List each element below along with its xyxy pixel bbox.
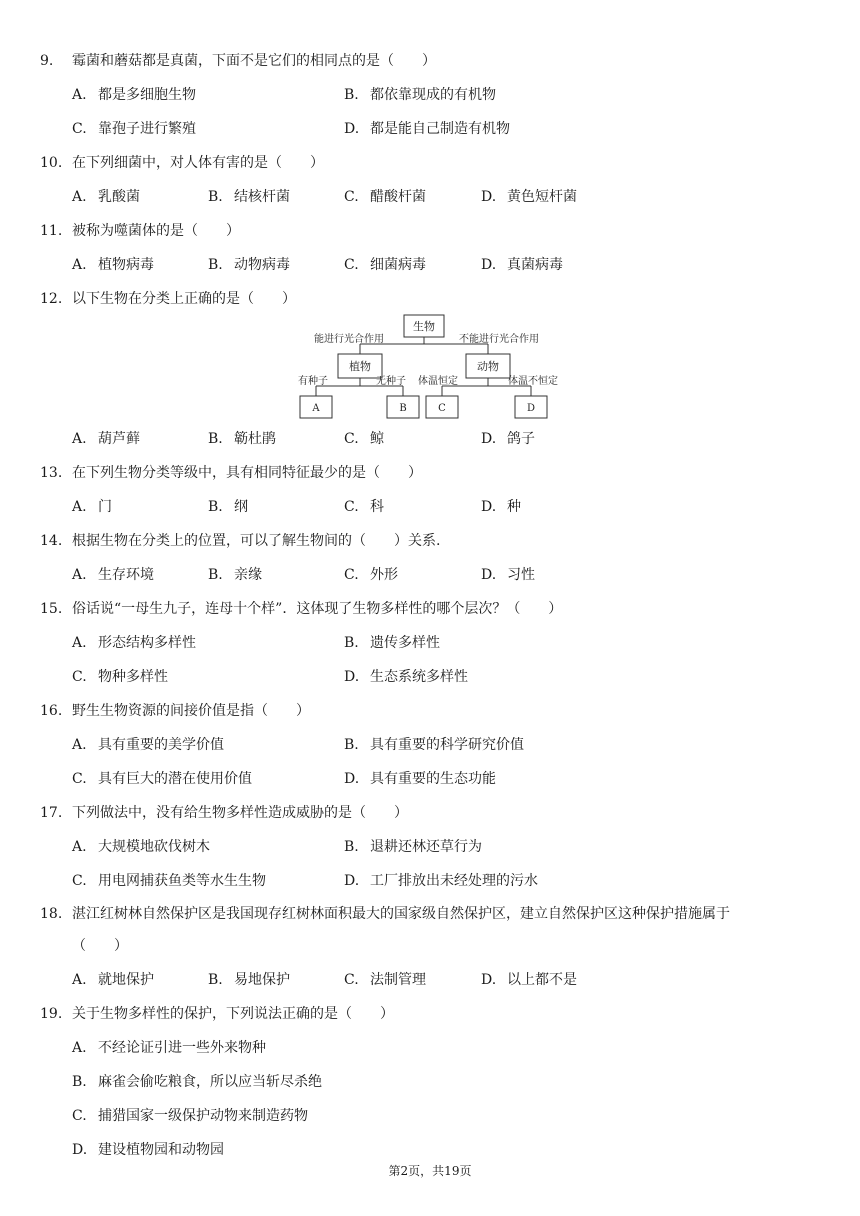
question-text: 被称为噬菌体的是（ ） — [72, 223, 240, 239]
question-number: 19. — [40, 1006, 63, 1022]
option-b: B. 纲 — [208, 499, 248, 515]
root-label: 生物 — [413, 320, 435, 333]
option-c: C. 法制管理 — [344, 972, 426, 988]
question-text: 湛江红树林自然保护区是我国现存红树林面积最大的国家级自然保护区，建立自然保护区这种保护措施属于 — [72, 906, 730, 922]
page-footer: 第2页，共19页 — [388, 1164, 472, 1178]
question-text: 霉菌和蘑菇都是真菌，下面不是它们的相同点的是（ ） — [72, 53, 436, 69]
option-d: D. 真菌病毒 — [481, 257, 563, 273]
no-seed-label: 无种子 — [376, 376, 406, 387]
question-13 — [40, 462, 830, 482]
option-d: D. 生态系统多样性 — [344, 669, 468, 685]
question-text: 野生生物资源的间接价值是指（ ） — [72, 703, 310, 719]
option-a: A. 大规模地砍伐树木 — [72, 839, 210, 855]
question-number: 16. — [40, 703, 63, 719]
box-b-label: B — [399, 403, 407, 414]
question-text-continuation: （ ） — [72, 938, 128, 954]
question-text: 关于生物多样性的保护，下列说法正确的是（ ） — [72, 1006, 394, 1022]
plant-label: 植物 — [349, 360, 371, 373]
option-d: D. 建设植物园和动物园 — [72, 1142, 224, 1158]
option-c: C. 醋酸杆菌 — [344, 189, 426, 205]
option-d: D. 工厂排放出未经处理的污水 — [344, 873, 538, 889]
question-text: 在下列细菌中，对人体有害的是（ ） — [72, 155, 324, 171]
option-a: A. 植物病毒 — [72, 257, 154, 273]
option-d: D. 都是能自己制造有机物 — [344, 121, 510, 137]
option-c: C. 外形 — [344, 567, 398, 583]
question-10 — [40, 152, 830, 172]
classification-tree-diagram — [296, 312, 568, 420]
cold-blooded-label: 体温不恒定 — [508, 376, 558, 387]
option-c: C. 细菌病毒 — [344, 257, 426, 273]
option-b: B. 动物病毒 — [208, 257, 290, 273]
option-d: D. 种 — [481, 499, 521, 515]
option-d: D. 鸽子 — [481, 431, 535, 447]
question-12 — [40, 288, 830, 308]
question-number: 18. — [40, 906, 63, 922]
option-a: A. 具有重要的美学价值 — [72, 737, 224, 753]
question-number: 15. — [40, 601, 63, 617]
option-c: C. 科 — [344, 499, 384, 515]
question-9 — [40, 50, 830, 70]
question-number: 12. — [40, 291, 63, 307]
photosynthesis-yes-label: 能进行光合作用 — [314, 334, 384, 345]
question-18 — [40, 903, 830, 923]
option-c: C. 鲸 — [344, 431, 384, 447]
option-a: A. 不经论证引进一些外来物种 — [72, 1040, 266, 1056]
option-a: A. 生存环境 — [72, 567, 154, 583]
question-text: 以下生物在分类上正确的是（ ） — [72, 291, 296, 307]
option-a: A. 都是多细胞生物 — [72, 87, 196, 103]
question-19 — [40, 1003, 830, 1023]
option-c: C. 物种多样性 — [72, 669, 168, 685]
option-b: B. 麻雀会偷吃粮食，所以应当斩尽杀绝 — [72, 1074, 322, 1090]
question-text: 下列做法中，没有给生物多样性造成威胁的是（ ） — [72, 805, 408, 821]
question-17 — [40, 802, 830, 822]
option-d: D. 具有重要的生态功能 — [344, 771, 496, 787]
option-b: B. 簕杜鹃 — [208, 431, 276, 447]
option-b: B. 具有重要的科学研究价值 — [344, 737, 524, 753]
box-d-label: D — [526, 403, 536, 414]
box-c-label: C — [438, 403, 446, 414]
question-number: 13. — [40, 465, 63, 481]
question-text: 俗话说“一母生九子，连母十个样”．这体现了生物多样性的哪个层次？（ ） — [72, 601, 563, 617]
option-b: B. 易地保护 — [208, 972, 290, 988]
option-c: C. 用电网捕获鱼类等水生生物 — [72, 873, 266, 889]
option-b: B. 都依靠现成的有机物 — [344, 87, 496, 103]
option-d: D. 习性 — [481, 567, 535, 583]
question-number: 14. — [40, 533, 63, 549]
option-b: B. 结核杆菌 — [208, 189, 290, 205]
question-number: 9. — [40, 53, 54, 69]
option-b: B. 亲缘 — [208, 567, 262, 583]
box-a-label: A — [312, 403, 320, 414]
seed-label: 有种子 — [298, 376, 328, 387]
option-a: A. 门 — [72, 499, 112, 515]
option-d: D. 黄色短杆菌 — [481, 189, 577, 205]
question-text: 在下列生物分类等级中，具有相同特征最少的是（ ） — [72, 465, 422, 481]
option-c: C. 靠孢子进行繁殖 — [72, 121, 196, 137]
option-c: C. 具有巨大的潜在使用价值 — [72, 771, 252, 787]
photosynthesis-no-label: 不能进行光合作用 — [459, 334, 539, 345]
option-a: A. 形态结构多样性 — [72, 635, 196, 651]
option-b: B. 遗传多样性 — [344, 635, 440, 651]
question-15 — [40, 598, 830, 618]
question-number: 11. — [40, 223, 63, 239]
option-d: D. 以上都不是 — [481, 972, 577, 988]
warm-blooded-label: 体温恒定 — [418, 376, 458, 387]
question-14 — [40, 530, 830, 550]
question-number: 17. — [40, 805, 63, 821]
option-b: B. 退耕还林还草行为 — [344, 839, 482, 855]
animal-label: 动物 — [477, 360, 499, 373]
option-c: C. 捕猎国家一级保护动物来制造药物 — [72, 1108, 308, 1124]
option-a: A. 就地保护 — [72, 972, 154, 988]
question-number: 10. — [40, 155, 63, 171]
question-11 — [40, 220, 830, 240]
option-a: A. 葫芦藓 — [72, 431, 140, 447]
option-a: A. 乳酸菌 — [72, 189, 140, 205]
question-16 — [40, 700, 830, 720]
question-text: 根据生物在分类上的位置，可以了解生物间的（ ）关系. — [72, 533, 441, 549]
